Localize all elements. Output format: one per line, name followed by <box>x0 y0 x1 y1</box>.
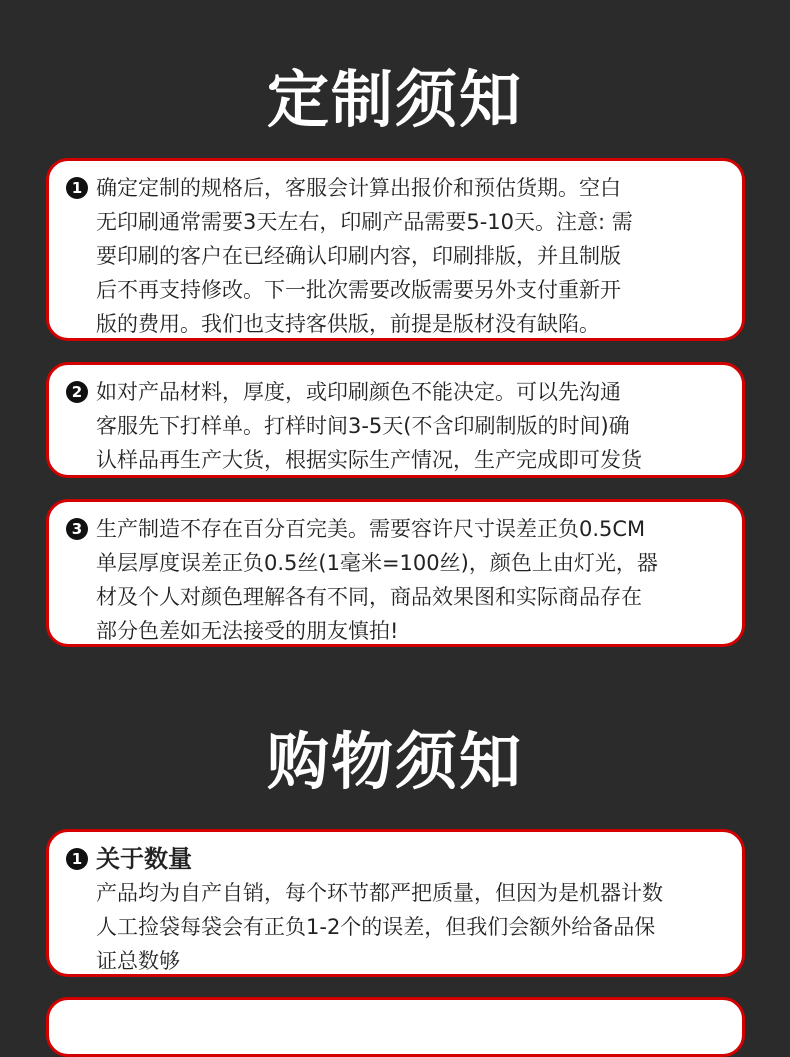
text-line: 材及个人对颜色理解各有不同，商品效果图和实际商品存在 <box>96 585 642 609</box>
number-3-icon: 3 <box>66 518 96 540</box>
text-line: 后不再支持修改。下一批次需要改版需要另外支付重新开 <box>96 278 621 302</box>
notice-card-1 <box>46 158 745 341</box>
number-1-icon: 1 <box>66 848 96 870</box>
text-line: 产品均为自产自销，每个环节都严把质量，但因为是机器计数 <box>96 881 663 905</box>
text-line: 确定定制的规格后，客服会计算出报价和预估货期。空白 <box>96 176 621 200</box>
section-title-shopping: 购物须知 <box>266 725 523 798</box>
number-1-icon: 1 <box>66 177 96 199</box>
text-line: 生产制造不存在百分百完美。需要容许尺寸误差正负0.5CM <box>96 517 646 541</box>
text-line: 版的费用。我们也支持客供版，前提是版材没有缺陷。 <box>96 312 600 336</box>
text-line: 如对产品材料，厚度，或印刷颜色不能决定。可以先沟通 <box>96 380 621 404</box>
notice-card-5-partial <box>46 997 745 1057</box>
text-line: 无印刷通常需要3天左右，印刷产品需要5-10天。注意: 需 <box>96 210 633 234</box>
text-line: 部分色差如无法接受的朋友慎拍! <box>96 619 399 643</box>
text-line: 人工捡袋每袋会有正负1-2个的误差，但我们会额外给备品保 <box>96 915 656 939</box>
text-line: 客服先下打样单。打样时间3-5天(不含印刷制版的时间)确 <box>96 414 630 438</box>
notice-card-3 <box>46 499 745 647</box>
notice-card-2 <box>46 362 745 478</box>
card-heading: 关于数量 <box>96 845 192 873</box>
text-line: 证总数够 <box>96 949 180 973</box>
text-line: 认样品再生产大货，根据实际生产情况，生产完成即可发货 <box>96 448 642 472</box>
text-line: 要印刷的客户在已经确认印刷内容，印刷排版，并且制版 <box>96 244 621 268</box>
text-line: 单层厚度误差正负0.5丝(1毫米=100丝)，颜色上由灯光，器 <box>96 551 658 575</box>
section-title-custom: 定制须知 <box>266 63 523 136</box>
notice-card-4 <box>46 829 745 977</box>
number-2-icon: 2 <box>66 381 96 403</box>
